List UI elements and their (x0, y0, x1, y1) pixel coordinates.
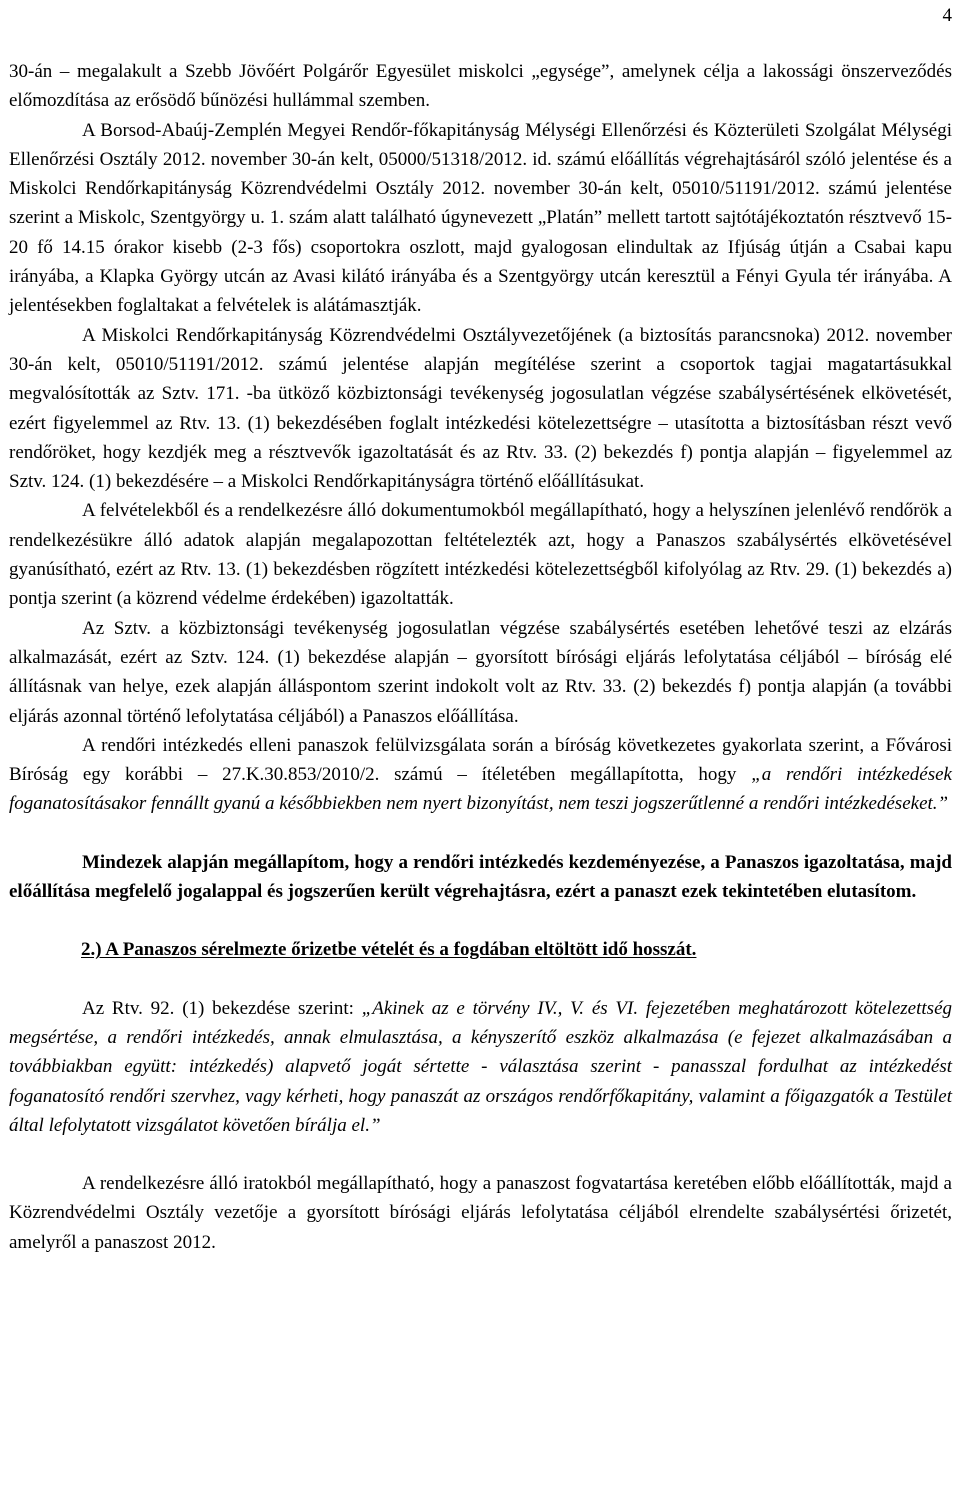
court-quote: „a rendőri intézkedések foganatosításakor fennállt gyanú a későbbiekben nem nyert bizonyítást, nem teszi jogszerűtlenné a rendőri intézkedéseket.” (9, 764, 952, 815)
spacer (9, 965, 952, 994)
paragraph-2: A Borsod-Abaúj-Zemplén Megyei Rendőr-főkapitányság Mélységi Ellenőrzési és Közterületi Szolgálat Mélységi Ellenőrzési Osztály 2012. november 30-án kelt, 05000/51318/2012. id. számú előállítás végrehajtásáról szóló jelentése és a Miskolci Rendőrkapitányság Közrendvédelmi Osztály 2012. november 30-án kelt, 05010/51191/2012. számú jelentése szerint a Miskolc, Szentgyörgy u. 1. szám alatt található úgynevezett „Platán” mellett tartott sajtótájékoztatón résztvevő 15-20 fő 14.15 órakor kisebb (2-3 fős) csoportokra oszlott, majd gyalogosan elindultak az Ifjúság útján a Csabai kapu irányába, a Klapka György utcán az Avasi kilátó irányába és a Szentgyörgy utcán keresztül a Fényi Gyula tér irányába. A jelentésekben foglaltakat a felvételek is alátámasztják. (9, 119, 952, 317)
spacer (9, 906, 952, 935)
paragraph-6-text: A rendőri intézkedés elleni panaszok felülvizsgálata során a bíróság következetes gyakorlata szerint, a Fővárosi Bíróság egy korábbi – 27.K.30.853/2010/2. számú – ítéletében megállapította, hogy (9, 734, 952, 786)
spacer (9, 819, 952, 848)
paragraph-6 (9, 731, 952, 819)
section-heading (9, 935, 952, 964)
paragraph-5: Az Sztv. a közbiztonsági tevékenység jogosulatlan végzése szabálysértés esetében lehetővé teszi az elzárás alkalmazását, ezért az Sztv. 124. (1) bekezdése alapján – gyorsított bírósági eljárás lefolytatása céljából – bíróság elé állításnak van helye, ezek alapján álláspontom szerint indokolt volt az Rtv. 33. (2) bekezdés f) pontja alapján (a további eljárás azonnal történő lefolytatása céljából) a Panaszos előállítása. (9, 617, 952, 727)
paragraph-7 (9, 994, 952, 1140)
paragraph-7-text: Az Rtv. 92. (1) bekezdése szerint: (82, 997, 362, 1019)
page-number: 4 (942, 5, 952, 26)
statute-quote: „Akinek az e törvény IV., V. és VI. fejezetében meghatározott kötelezettség megsértése, a rendőri intézkedés, annak elmulasztása, a kényszerítő eszköz alkalmazása (e fejezet alkalmazásában a továbbiakban együtt: intézkedés) alapvető jogát sértette - választása szerint - panasszal fordulhat az intézkedést foganatosító rendőri szervhez, vagy kérheti, hogy panaszát az országos rendőrfőkapitány, valamint a főigazgatók a Testület által lefolytatott vizsgálatot követően bírálja el.” (9, 997, 952, 1136)
paragraph-8: A rendelkezésre álló iratokból megállapítható, hogy a panaszost fogvatartása keretében előbb előállították, majd a Közrendvédelmi Osztály vezetője a gyorsított bírósági eljárás lefolytatása céljából elrendelte szabálysértési őrizetét, amelyről a panaszost 2012. (9, 1173, 952, 1253)
paragraph-4: A felvételekből és a rendelkezésre álló dokumentumokból megállapítható, hogy a helyszínen jelenlévő rendőrök a rendelkezésükre álló adatok alapján megalapozottan feltételezték azt, hogy a Panaszos szabálysértés elkövetésével gyanúsítható, ezért az Rtv. 13. (1) bekezdésben rögzített intézkedési kötelezettségből kifolyólag az Rtv. 29. (1) bekezdés a) pontja szerint (a közrend védelme érdekében) igazoltatták. (9, 500, 952, 610)
spacer (9, 1140, 952, 1169)
paragraph-1: 30-án – megalakult a Szebb Jövőért Polgárőr Egyesület miskolci „egysége”, amelynek célja a lakossági önszerveződés előmozdítása az erősödő bűnözési hullámmal szemben. (9, 61, 952, 112)
conclusion-paragraph: Mindezek alapján megállapítom, hogy a rendőri intézkedés kezdeményezése, a Panaszos igazoltatása, majd előállítása megfelelő jogalappal és jogszerűen került végrehajtásra, ezért a panaszt ezek tekintetében elutasítom. (9, 851, 952, 903)
document-body (9, 57, 952, 1257)
paragraph-3: A Miskolci Rendőrkapitányság Közrendvédelmi Osztályvezetőjének (a biztosítás parancsnoka) 2012. november 30-án kelt, 05010/51191/2012. számú jelentése alapján megítélése szerint a csoportok tagjai magatartásukkal megvalósították az Sztv. 171. -ba ütköző közbiztonsági tevékenység jogosulatlan végzése szabálysértésének elkövetését, ezért figyelemmel az Rtv. 13. (1) bekezdésében foglalt intézkedési kötelezettségre – utasította a biztosításban részt vevő rendőröket, hogy kezdjék meg a résztvevők igazoltatását és az Rtv. 33. (2) bekezdés f) pontja alapján – figyelemmel az Sztv. 124. (1) bekezdésére – a Miskolci Rendőrkapitányságra történő előállításukat. (9, 324, 952, 493)
section-heading-text: 2.) A Panaszos sérelmezte őrizetbe vételét és a fogdában eltöltött idő hosszát. (81, 939, 697, 961)
